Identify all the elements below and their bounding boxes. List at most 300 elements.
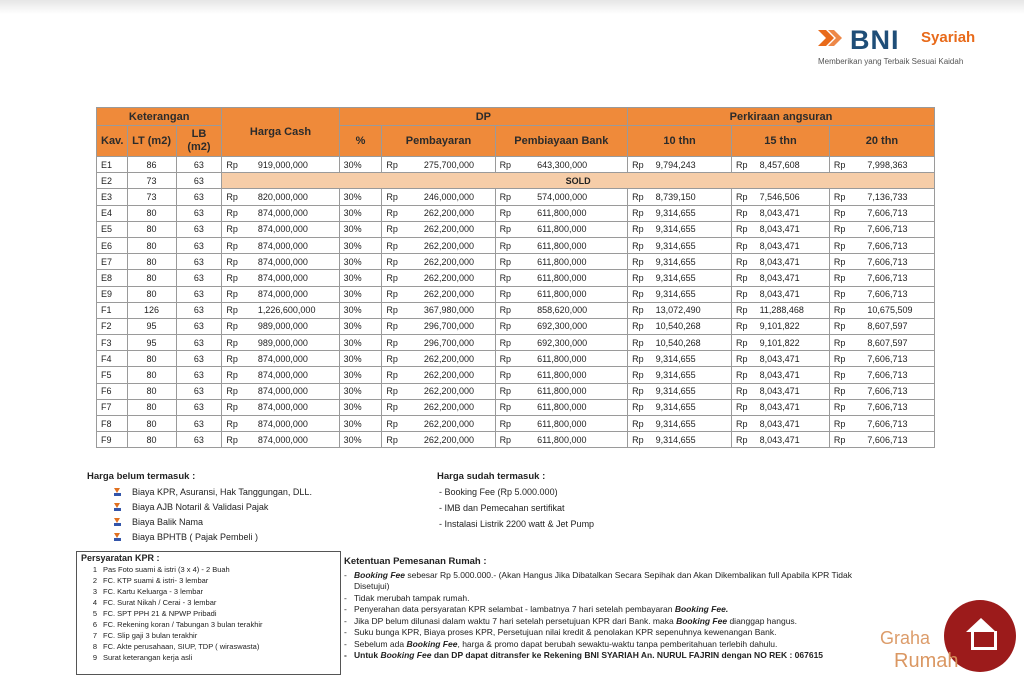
currency-label: Rp	[632, 402, 644, 413]
currency-label: Rp	[386, 402, 398, 413]
cell-pembayaran	[382, 318, 495, 334]
currency-label: Rp	[499, 272, 512, 283]
table-row	[97, 237, 935, 253]
amount: 367,980,000	[423, 305, 474, 316]
amount: 7,606,713	[867, 289, 908, 300]
cell-angsuran-15	[732, 205, 830, 221]
header-pct: %	[339, 126, 382, 157]
currency-label: Rp	[833, 191, 846, 202]
amount: 296,700,000	[423, 321, 474, 332]
currency-label: Rp	[386, 191, 398, 202]
kpr-item	[81, 608, 336, 619]
pin-icon	[113, 488, 122, 497]
amount: 874,000,000	[257, 434, 308, 445]
price-table-body	[97, 157, 935, 448]
cell-lt: 73	[127, 189, 176, 205]
sold-badge: SOLD	[222, 173, 935, 189]
cell-angsuran-10	[628, 189, 732, 205]
kpr-item-text: FC. SPT PPH 21 & NPWP Pribadi	[103, 609, 217, 618]
cell-harga-cash	[222, 367, 339, 383]
table-row	[97, 189, 935, 205]
ketentuan-text: dan DP dapat ditransfer ke Rekening BNI SYARIAH An. NURUL FAJRIN dengan NO REK : 067615	[431, 650, 824, 660]
pin-icon	[113, 503, 122, 512]
ketentuan-item: - Penyerahan data persyaratan KPR selambat - lambatnya 7 hari setelah pembayaran Booking Fee.	[344, 604, 729, 614]
kpr-item-text: FC. Rekening koran / Tabungan 3 bulan terakhir	[103, 620, 263, 629]
ketentuan-text: Suku bunga KPR, Biaya proses KPR, Persetujuan nilai kredit & penolakan KPR sepenuhnya kewenangan Bank.	[354, 627, 777, 637]
amount: 8,043,471	[759, 256, 800, 267]
kpr-item-number: 6	[92, 620, 97, 629]
amount: 7,606,713	[867, 370, 908, 381]
currency-label: Rp	[386, 240, 398, 251]
currency-label: Rp	[632, 337, 644, 348]
cell-kav: E3	[97, 189, 128, 205]
amount: 262,200,000	[423, 224, 474, 235]
currency-label: Rp	[386, 272, 398, 283]
cell-pembiayaan-bank	[495, 399, 628, 415]
kpr-item	[81, 641, 336, 652]
table-row	[97, 302, 935, 318]
cell-kav: E5	[97, 221, 128, 237]
currency-label: Rp	[226, 337, 238, 348]
currency-label: Rp	[632, 418, 644, 429]
amount: 8,043,471	[759, 240, 800, 251]
cell-pembiayaan-bank	[495, 270, 628, 286]
amount: 874,000,000	[257, 386, 308, 397]
cell-kav: F9	[97, 432, 128, 448]
amount: 874,000,000	[257, 418, 308, 429]
cell-angsuran-10	[628, 221, 732, 237]
cell-pembiayaan-bank	[495, 335, 628, 351]
amount: 874,000,000	[257, 272, 308, 283]
header-pembayaran: Pembayaran	[382, 126, 495, 157]
cell-pct: 30%	[339, 189, 382, 205]
watermark-rumah: Rumah	[894, 650, 959, 672]
table-row	[97, 286, 935, 302]
header-dp: DP	[339, 108, 627, 126]
booking-fee-term: Booking Fee	[406, 638, 458, 649]
amount: 7,606,713	[867, 434, 908, 445]
amount: 8,739,150	[655, 191, 696, 202]
cell-angsuran-20	[829, 399, 934, 415]
amount: 611,800,000	[537, 370, 587, 381]
amount: 611,800,000	[537, 208, 587, 219]
cell-pct: 30%	[339, 221, 382, 237]
currency-label: Rp	[833, 434, 846, 445]
cell-pembiayaan-bank	[495, 302, 628, 318]
kpr-item	[81, 586, 336, 597]
cell-angsuran-15	[732, 302, 830, 318]
cell-kav: E4	[97, 205, 128, 221]
currency-label: Rp	[226, 402, 238, 413]
amount: 262,200,000	[423, 208, 474, 219]
excluded-item	[87, 530, 312, 545]
amount: 9,314,655	[655, 208, 696, 219]
currency-label: Rp	[736, 159, 748, 170]
cell-lt: 80	[127, 254, 176, 270]
cell-harga-cash	[222, 286, 339, 302]
cell-angsuran-10	[628, 383, 732, 399]
amount: 8,043,471	[759, 418, 800, 429]
cell-angsuran-20	[829, 335, 934, 351]
included-item: - Booking Fee (Rp 5.000.000)	[439, 487, 558, 497]
cell-angsuran-10	[628, 205, 732, 221]
cell-lt: 80	[127, 399, 176, 415]
header-lt: LT (m2)	[127, 126, 176, 157]
amount: 9,314,655	[655, 256, 696, 267]
cell-pembiayaan-bank	[495, 318, 628, 334]
cell-angsuran-10	[628, 270, 732, 286]
cell-angsuran-10	[628, 254, 732, 270]
kpr-item-text: Surat keterangan kerja asli	[103, 653, 193, 662]
cell-angsuran-15	[732, 351, 830, 367]
cell-pct: 30%	[339, 367, 382, 383]
cell-angsuran-15	[732, 270, 830, 286]
cell-pct: 30%	[339, 351, 382, 367]
currency-label: Rp	[736, 386, 748, 397]
cell-angsuran-20	[829, 254, 934, 270]
currency-label: Rp	[499, 159, 512, 170]
amount: 7,606,713	[867, 208, 908, 219]
cell-kav: E9	[97, 286, 128, 302]
table-row	[97, 351, 935, 367]
kpr-requirements-box	[76, 551, 341, 675]
currency-label: Rp	[736, 370, 748, 381]
cell-lt: 80	[127, 367, 176, 383]
cell-kav: F5	[97, 367, 128, 383]
currency-label: Rp	[833, 386, 846, 397]
amount: 611,800,000	[537, 353, 587, 364]
currency-label: Rp	[226, 305, 238, 316]
ketentuan-item: - Suku bunga KPR, Biaya proses KPR, Persetujuan nilai kredit & penolakan KPR sepenuhnya kewenangan Bank.	[344, 627, 984, 639]
amount: 9,101,822	[759, 337, 800, 348]
currency-label: Rp	[386, 256, 398, 267]
amount: 8,607,597	[867, 321, 908, 332]
amount: 611,800,000	[537, 240, 587, 251]
amount: 7,606,713	[867, 402, 908, 413]
currency-label: Rp	[632, 159, 644, 170]
amount: 8,043,471	[759, 434, 800, 445]
currency-label: Rp	[226, 272, 238, 283]
cell-angsuran-10	[628, 318, 732, 334]
currency-label: Rp	[833, 305, 846, 316]
cell-kav: E1	[97, 157, 128, 173]
cell-pembayaran	[382, 270, 495, 286]
cell-lt: 95	[127, 335, 176, 351]
cell-angsuran-20	[829, 416, 934, 432]
amount: 7,606,713	[867, 240, 908, 251]
cell-lt: 80	[127, 221, 176, 237]
amount: 989,000,000	[257, 321, 308, 332]
cell-pembiayaan-bank	[495, 432, 628, 448]
amount: 574,000,000	[537, 191, 588, 202]
currency-label: Rp	[386, 224, 398, 235]
currency-label: Rp	[632, 191, 644, 202]
cell-angsuran-20	[829, 221, 934, 237]
currency-label: Rp	[736, 224, 748, 235]
kpr-item	[81, 575, 336, 586]
cell-pembayaran	[382, 416, 495, 432]
currency-label: Rp	[386, 305, 398, 316]
cell-kav: E7	[97, 254, 128, 270]
table-row	[97, 254, 935, 270]
excluded-title: Harga belum termasuk :	[87, 471, 196, 482]
amount: 262,200,000	[423, 402, 474, 413]
cell-angsuran-20	[829, 367, 934, 383]
currency-label: Rp	[632, 208, 644, 219]
cell-pembayaran	[382, 335, 495, 351]
amount: 9,794,243	[655, 159, 696, 170]
cell-pct: 30%	[339, 237, 382, 253]
cell-kav: F4	[97, 351, 128, 367]
cell-harga-cash	[222, 157, 339, 173]
cell-kav: F3	[97, 335, 128, 351]
cell-lb: 63	[176, 399, 222, 415]
currency-label: Rp	[499, 191, 512, 202]
amount: 262,200,000	[423, 289, 474, 300]
excluded-item	[87, 485, 312, 500]
cell-lb: 63	[176, 432, 222, 448]
amount: 9,314,655	[655, 224, 696, 235]
currency-label: Rp	[833, 208, 846, 219]
cell-lb: 63	[176, 205, 222, 221]
amount: 858,620,000	[537, 305, 588, 316]
amount: 262,200,000	[423, 256, 474, 267]
cell-pembiayaan-bank	[495, 286, 628, 302]
amount: 262,200,000	[423, 240, 474, 251]
booking-fee-term: Booking Fee	[676, 615, 728, 626]
cell-pembayaran	[382, 189, 495, 205]
amount: 1,226,600,000	[257, 305, 316, 316]
amount: 8,043,471	[759, 402, 800, 413]
currency-label: Rp	[833, 256, 846, 267]
amount: 9,314,655	[655, 240, 696, 251]
currency-label: Rp	[736, 191, 748, 202]
bni-syariah-logo	[818, 24, 993, 72]
cell-angsuran-20	[829, 270, 934, 286]
currency-label: Rp	[499, 434, 512, 445]
currency-label: Rp	[499, 353, 512, 364]
cell-pembayaran	[382, 221, 495, 237]
cell-lb: 63	[176, 302, 222, 318]
cell-pembiayaan-bank	[495, 237, 628, 253]
cell-harga-cash	[222, 221, 339, 237]
included-item: - Instalasi Listrik 2200 watt & Jet Pump	[439, 519, 595, 529]
amount: 611,800,000	[537, 224, 587, 235]
cell-kav: F7	[97, 399, 128, 415]
cell-pct: 30%	[339, 432, 382, 448]
cell-angsuran-20	[829, 157, 934, 173]
cell-pembayaran	[382, 205, 495, 221]
cell-harga-cash	[222, 351, 339, 367]
logo-tagline: Memberikan yang Terbaik Sesuai Kaidah	[818, 57, 964, 66]
kpr-item-number: 9	[92, 653, 97, 662]
currency-label: Rp	[386, 418, 398, 429]
amount: 8,043,471	[759, 224, 800, 235]
ketentuan-text: , harga & promo dapat berubah sewaktu-waktu tanpa pemberitahuan terlebih dahulu.	[457, 638, 778, 649]
amount: 7,606,713	[867, 418, 908, 429]
cell-pembayaran	[382, 286, 495, 302]
currency-label: Rp	[833, 370, 846, 381]
amount: 611,800,000	[537, 434, 587, 445]
currency-label: Rp	[386, 370, 398, 381]
cell-angsuran-10	[628, 237, 732, 253]
kpr-item	[81, 630, 336, 641]
currency-label: Rp	[632, 386, 644, 397]
currency-label: Rp	[736, 353, 748, 364]
currency-label: Rp	[833, 272, 846, 283]
cell-lt: 95	[127, 318, 176, 334]
cell-angsuran-20	[829, 302, 934, 318]
amount: 262,200,000	[423, 353, 474, 364]
amount: 7,606,713	[867, 353, 908, 364]
cell-lt: 80	[127, 270, 176, 286]
amount: 246,000,000	[423, 191, 474, 202]
amount: 9,314,655	[655, 272, 696, 283]
cell-kav: E8	[97, 270, 128, 286]
cell-pembiayaan-bank	[495, 254, 628, 270]
amount: 7,606,713	[867, 224, 908, 235]
kpr-title: Persyaratan KPR :	[81, 553, 160, 563]
currency-label: Rp	[632, 272, 644, 283]
currency-label: Rp	[499, 402, 512, 413]
kpr-item-number: 8	[92, 642, 97, 651]
cell-pct: 30%	[339, 270, 382, 286]
amount: 989,000,000	[257, 337, 308, 348]
cell-pembiayaan-bank	[495, 189, 628, 205]
amount: 262,200,000	[423, 272, 474, 283]
currency-label: Rp	[499, 321, 512, 332]
cell-pembiayaan-bank	[495, 221, 628, 237]
cell-lt: 80	[127, 237, 176, 253]
currency-label: Rp	[632, 353, 644, 364]
ketentuan-title: Ketentuan Pemesanan Rumah :	[344, 556, 487, 567]
top-shadow	[0, 0, 1024, 14]
amount: 9,314,655	[655, 402, 696, 413]
amount: 692,300,000	[537, 337, 588, 348]
amount: 262,200,000	[423, 370, 474, 381]
currency-label: Rp	[632, 240, 644, 251]
table-row	[97, 173, 935, 189]
currency-label: Rp	[833, 418, 846, 429]
currency-label: Rp	[632, 289, 644, 300]
amount: 874,000,000	[257, 370, 308, 381]
cell-pct: 30%	[339, 318, 382, 334]
currency-label: Rp	[833, 402, 846, 413]
ketentuan-item	[344, 581, 984, 593]
header-kav: Kav.	[97, 126, 128, 157]
booking-fee-term: Booking Fee	[354, 569, 406, 580]
cell-pembiayaan-bank	[495, 351, 628, 367]
ketentuan-item: - Jika DP belum dilunasi dalam waktu 7 hari setelah persetujuan KPR dari Bank. maka Booking Fee dianggap hangus.	[344, 615, 798, 626]
table-row	[97, 221, 935, 237]
cell-angsuran-10	[628, 351, 732, 367]
cell-harga-cash	[222, 302, 339, 318]
cell-lb: 63	[176, 367, 222, 383]
currency-label: Rp	[386, 159, 398, 170]
cell-lt: 80	[127, 286, 176, 302]
amount: 7,606,713	[867, 272, 908, 283]
cell-lt: 126	[127, 302, 176, 318]
amount: 8,457,608	[759, 159, 800, 170]
currency-label: Rp	[632, 224, 644, 235]
currency-label: Rp	[226, 370, 238, 381]
excluded-item	[87, 500, 312, 515]
cell-lt: 80	[127, 416, 176, 432]
amount: 874,000,000	[257, 224, 308, 235]
cell-lb: 63	[176, 237, 222, 253]
ketentuan-item: - Untuk Booking Fee dan DP dapat ditransfer ke Rekening BNI SYARIAH An. NURUL FAJRIN dengan NO REK : 067615	[344, 650, 824, 660]
currency-label: Rp	[499, 386, 512, 397]
table-row	[97, 270, 935, 286]
cell-angsuran-20	[829, 351, 934, 367]
currency-label: Rp	[736, 256, 748, 267]
kpr-item-text: Pas Foto suami & istri (3 x 4) - 2 Buah	[103, 565, 230, 574]
pin-icon	[113, 518, 122, 527]
cell-harga-cash	[222, 237, 339, 253]
currency-label: Rp	[833, 337, 846, 348]
cell-kav: F8	[97, 416, 128, 432]
amount: 262,200,000	[423, 386, 474, 397]
cell-lb: 63	[176, 221, 222, 237]
cell-pembayaran	[382, 432, 495, 448]
kpr-item-number: 4	[92, 598, 97, 607]
amount: 8,043,471	[759, 353, 800, 364]
cell-harga-cash	[222, 254, 339, 270]
cell-pembayaran	[382, 367, 495, 383]
amount: 9,314,655	[655, 353, 696, 364]
cell-angsuran-15	[732, 416, 830, 432]
booking-fee-term: Booking Fee.	[674, 604, 729, 614]
currency-label: Rp	[736, 402, 748, 413]
amount: 9,314,655	[655, 434, 696, 445]
table-row	[97, 432, 935, 448]
currency-label: Rp	[386, 208, 398, 219]
currency-label: Rp	[736, 289, 748, 300]
amount: 9,314,655	[655, 418, 696, 429]
included-item: - IMB dan Pemecahan sertifikat	[439, 503, 565, 513]
price-table	[96, 107, 935, 448]
cell-angsuran-10	[628, 399, 732, 415]
amount: 820,000,000	[257, 191, 308, 202]
amount: 611,800,000	[537, 289, 587, 300]
currency-label: Rp	[499, 337, 512, 348]
currency-label: Rp	[736, 337, 748, 348]
cell-kav: E6	[97, 237, 128, 253]
amount: 9,314,655	[655, 386, 696, 397]
cell-angsuran-15	[732, 189, 830, 205]
table-row	[97, 416, 935, 432]
currency-label: Rp	[736, 272, 748, 283]
amount: 8,043,471	[759, 272, 800, 283]
cell-angsuran-15	[732, 335, 830, 351]
cell-pct: 30%	[339, 399, 382, 415]
cell-pct: 30%	[339, 254, 382, 270]
cell-angsuran-10	[628, 367, 732, 383]
header-pembiayaan-bank: Pembiayaan Bank	[495, 126, 628, 157]
amount: 611,800,000	[537, 386, 587, 397]
ketentuan-text: sebesar Rp 5.000.000.- (Akan Hangus Jika Dibatalkan Secara Sepihak dan Akan Dikembalikan full Apabila KPR Tidak	[405, 569, 852, 580]
table-row	[97, 383, 935, 399]
cell-harga-cash	[222, 335, 339, 351]
currency-label: Rp	[632, 370, 644, 381]
amount: 874,000,000	[257, 353, 308, 364]
table-row	[97, 367, 935, 383]
ketentuan-item: - Tidak merubah tampak rumah.	[344, 593, 984, 605]
cell-lb: 63	[176, 318, 222, 334]
cell-pembiayaan-bank	[495, 416, 628, 432]
currency-label: Rp	[386, 321, 398, 332]
cell-pct: 30%	[339, 205, 382, 221]
